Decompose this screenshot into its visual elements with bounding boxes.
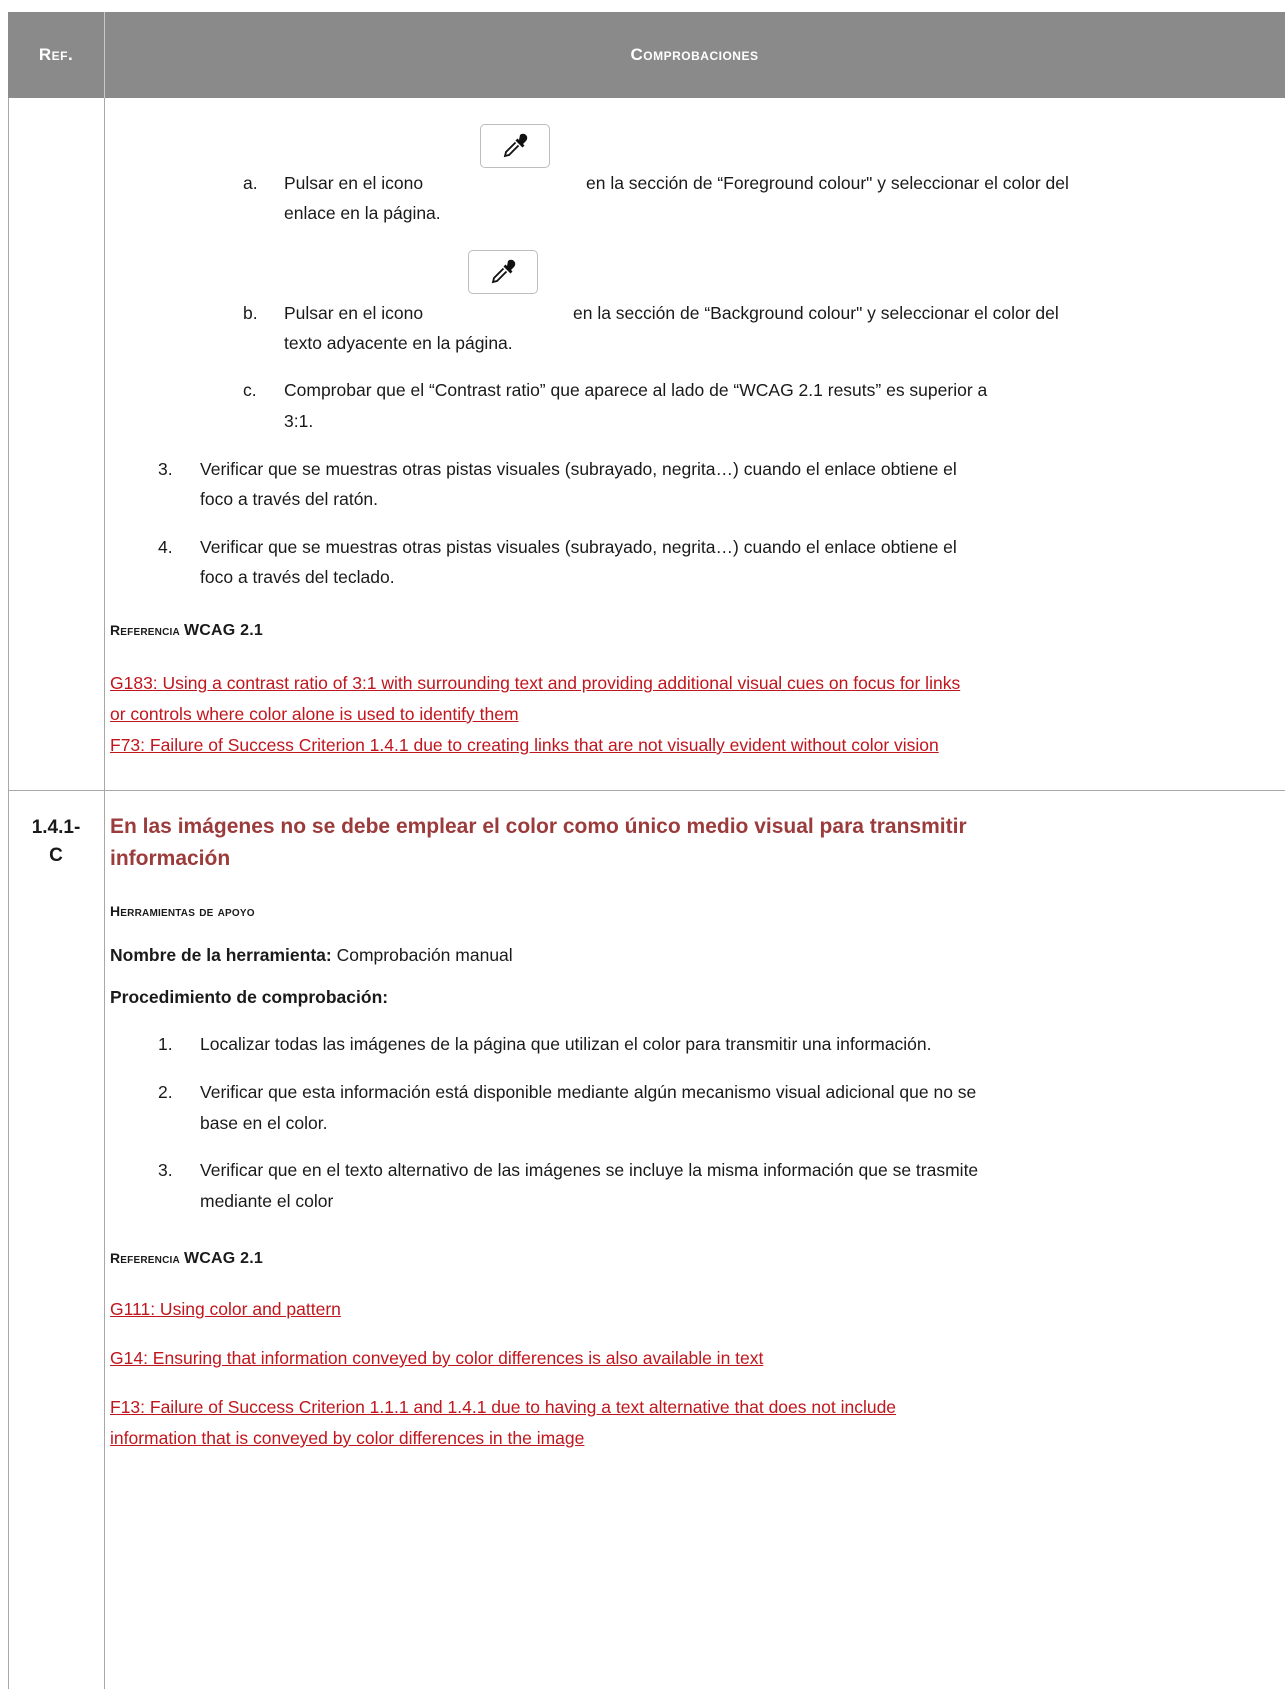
f13-link-line2[interactable]: information that is conveyed by color differences in the image [110,1428,585,1448]
tool-name [110,940,513,970]
step-4-marker: 4. [158,537,173,557]
g183-link-line1[interactable]: G183: Using a contrast ratio of 3:1 with surrounding text and providing additional visual cues on focus for links [110,673,961,693]
tool-name-label: Nombre de la herramienta: [110,945,332,965]
tools-heading: Herramientas de apoyo [110,903,255,919]
f73-link[interactable]: F73: Failure of Success Criterion 1.4.1 due to creating links that are not visually evident without color vision [110,735,939,755]
step-c-line1: Comprobar que el “Contrast ratio” que aparece al lado de “WCAG 2.1 resuts” es superior a [284,380,988,400]
step-c-line2: 3:1. [284,411,314,431]
step-c-marker: c. [243,380,257,400]
header-ref: Ref. [38,45,74,64]
step-b-marker: b. [243,303,258,323]
eyedropper-icon [500,131,530,161]
s2-step-1-line1: Localizar todas las imágenes de la página que utilizan el color para transmitir una información. [200,1034,932,1054]
section2-title-line2: información [110,847,231,870]
row-divider [8,790,1285,791]
s2-step-3-marker: 3. [158,1160,173,1180]
background-picker-button[interactable] [468,250,538,294]
eyedropper-icon [488,257,518,287]
foreground-picker-button[interactable] [480,124,550,168]
s2-step-2-line1: Verificar que esta información está disponible mediante algún mecanismo visual adicional que no se [200,1082,977,1102]
g111-link[interactable]: G111: Using color and pattern [110,1299,341,1319]
section2-title-line1: En las imágenes no se debe emplear el color como único medio visual para transmitir [110,815,967,838]
section2-ref [8,814,104,870]
s2-step-2-line2: base en el color. [200,1113,328,1133]
s2-step-3-line1: Verificar que en el texto alternativo de las imágenes se incluye la misma información que se trasmite [200,1160,979,1180]
step-b-text-after: en la sección de “Background colour" y seleccionar el color del [573,303,1059,323]
section2-ref-line1: 1.4.1- [31,817,81,838]
step-4-line1: Verificar que se muestras otras pistas visuales (subrayado, negrita…) cuando el enlace obtiene el [200,537,957,557]
s2-step-1-marker: 1. [158,1034,173,1054]
step-a-text-before: Pulsar en el icono [284,173,424,193]
section2-ref-line2: C [49,845,63,866]
step-3-marker: 3. [158,459,173,479]
step-4-line2: foco a través del teclado. [200,567,395,587]
table-header [8,12,1285,98]
step-a-line2: enlace en la página. [284,203,441,223]
s2-step-3-line2: mediante el color [200,1191,334,1211]
g14-link[interactable]: G14: Ensuring that information conveyed by color differences is also available in text [110,1348,764,1368]
tool-name-value: Comprobación manual [336,945,513,965]
section2-reference-heading: Referencia WCAG 2.1 [110,1250,263,1267]
s2-step-2-marker: 2. [158,1082,173,1102]
step-3-line1: Verificar que se muestras otras pistas visuales (subrayado, negrita…) cuando el enlace obtiene el [200,459,957,479]
step-a-marker: a. [243,173,258,193]
step-a-text-after: en la sección de “Foreground colour" y seleccionar el color del [586,173,1069,193]
step-b-text-before: Pulsar en el icono [284,303,424,323]
procedure-label: Procedimiento de comprobación: [110,987,389,1007]
checks-table [8,12,1285,1689]
g183-link-line2[interactable]: or controls where color alone is used to identify them [110,704,519,724]
section1-reference-heading: Referencia WCAG 2.1 [110,622,263,639]
left-border [8,98,9,1689]
column-divider [104,98,105,1689]
f13-link-line1[interactable]: F13: Failure of Success Criterion 1.1.1 and 1.4.1 due to having a text alternative that does not include [110,1397,897,1417]
step-b-line2: texto adyacente en la página. [284,333,513,353]
step-3-line2: foco a través del ratón. [200,489,379,509]
header-comprobaciones: Comprobaciones [630,45,759,64]
